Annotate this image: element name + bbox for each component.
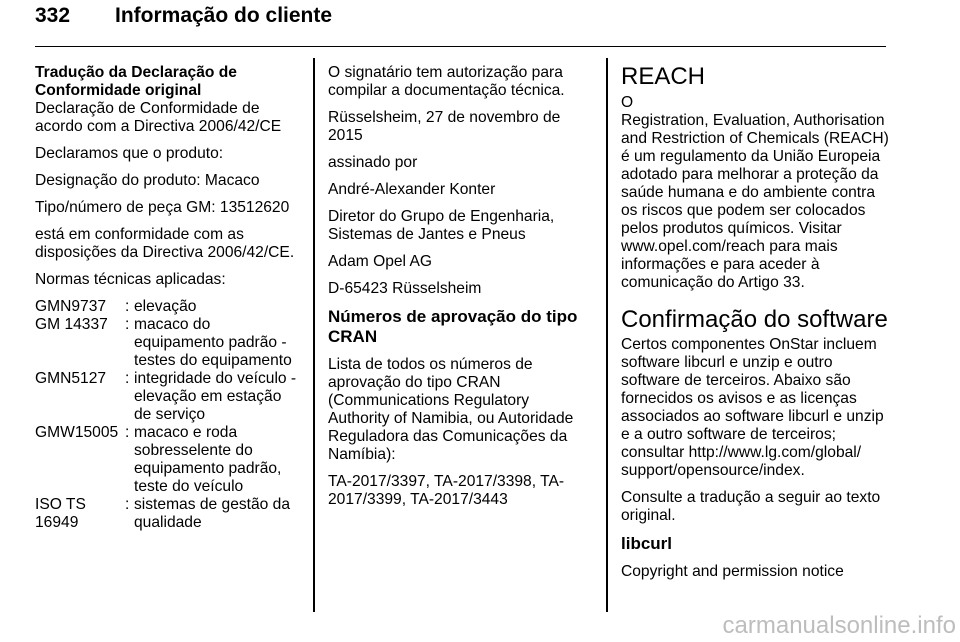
norm-code: GMN9737: [35, 298, 107, 315]
norm-code: GMN5127: [35, 370, 107, 387]
norm-description: macaco e roda sobresselente do equipamento padrão, teste do veículo: [134, 424, 282, 495]
column-divider: [606, 58, 608, 612]
column-right: [621, 64, 889, 590]
norm-row: GM 14337 : macaco do equipamento padrão - testes do equipamento: [35, 316, 303, 370]
paragraph: D-65423 Rüsselsheim: [328, 280, 482, 297]
heading-libcurl: libcurl: [621, 534, 673, 553]
norm-code: GMW15005: [35, 424, 119, 441]
page-header: [35, 2, 886, 47]
heading-cran: Números de aprovação do tipo CRAN: [328, 307, 578, 346]
paragraph: Declaramos que o produto:: [35, 145, 224, 162]
paragraph: Rüsselsheim, 27 de novembro de 2015: [328, 109, 561, 144]
paragraph: TA-2017/3397, TA-2017/3398, TA-2017/3399, TA-2017/3443: [328, 473, 565, 508]
paragraph: Diretor do Grupo de Engenharia, Sistemas de Jantes e Pneus: [328, 208, 555, 243]
paragraph: Certos componentes OnStar incluem software libcurl e unzip e outro software de terceiros. Abaixo são fornecidos os avisos e as licenças associados ao software libcurl e unzip e a outro software de terceiros; consultar http://www.lg.com/global/ support/opensource/index.: [621, 336, 884, 479]
norm-description: macaco do equipamento padrão - testes do equipamento: [134, 316, 292, 369]
paragraph: Designação do produto: Macaco: [35, 172, 260, 189]
norm-row: GMN5127 : integridade do veículo - elevação em estação de serviço: [35, 370, 303, 424]
paragraph: Registration, Evaluation, Authorisation and Restriction of Chemicals (REACH) é um regulamento da União Europeia adotado para melhorar a proteção da saúde humana e do ambiente contra os riscos que podem ser colocados pelos produtos químicos. Visitar www.opel.com/reach para mais informações e para aceder à comunicação do Artigo 33.: [621, 112, 889, 291]
column-divider: [313, 58, 315, 612]
paragraph: Adam Opel AG: [328, 253, 433, 270]
heading-reach: REACH: [621, 63, 706, 90]
column-left: [35, 64, 303, 532]
paragraph: Declaração de Conformidade de acordo com a Directiva 2006/42/CE: [35, 100, 282, 135]
norm-row: ISO TS 16949 : sistemas de gestão da qualidade: [35, 496, 303, 532]
norm-description: sistemas de gestão da qualidade: [134, 496, 291, 531]
paragraph: O: [621, 94, 634, 111]
paragraph: assinado por: [328, 154, 418, 171]
paragraph: Normas técnicas aplicadas:: [35, 271, 226, 288]
norm-code: GM 14337: [35, 316, 108, 333]
norms-table: [35, 298, 303, 532]
page-title: Informação do cliente: [115, 4, 333, 27]
heading-software-confirmation: Confirmação do software: [621, 306, 888, 333]
paragraph: Lista de todos os números de aprovação do tipo CRAN (Communications Regulatory Authority of Namibia, ou Autoridade Reguladora das Comunicações da Namíbia):: [328, 356, 574, 463]
norm-description: elevação: [134, 298, 197, 315]
paragraph: Tipo/número de peça GM: 13512620: [35, 199, 290, 216]
page-number: 332: [35, 4, 71, 27]
norm-row: GMW15005 : macaco e roda sobresselente do equipamento padrão, teste do veículo: [35, 424, 303, 496]
column-middle: [328, 64, 590, 518]
watermark: carmanualsonline.info: [722, 612, 956, 639]
norm-code: ISO TS 16949: [35, 496, 86, 531]
paragraph: está em conformidade com as disposições da Directiva 2006/42/CE.: [35, 226, 295, 261]
paragraph: André-Alexander Konter: [328, 181, 496, 198]
paragraph: Consulte a tradução a seguir ao texto original.: [621, 489, 881, 524]
norm-description: integridade do veículo - elevação em estação de serviço: [134, 370, 297, 423]
subheading-declaration: Tradução da Declaração de Conformidade original: [35, 64, 237, 99]
paragraph: O signatário tem autorização para compilar a documentação técnica.: [328, 64, 565, 99]
paragraph: Copyright and permission notice: [621, 563, 844, 580]
norm-row: GMN9737 : elevação: [35, 298, 303, 316]
